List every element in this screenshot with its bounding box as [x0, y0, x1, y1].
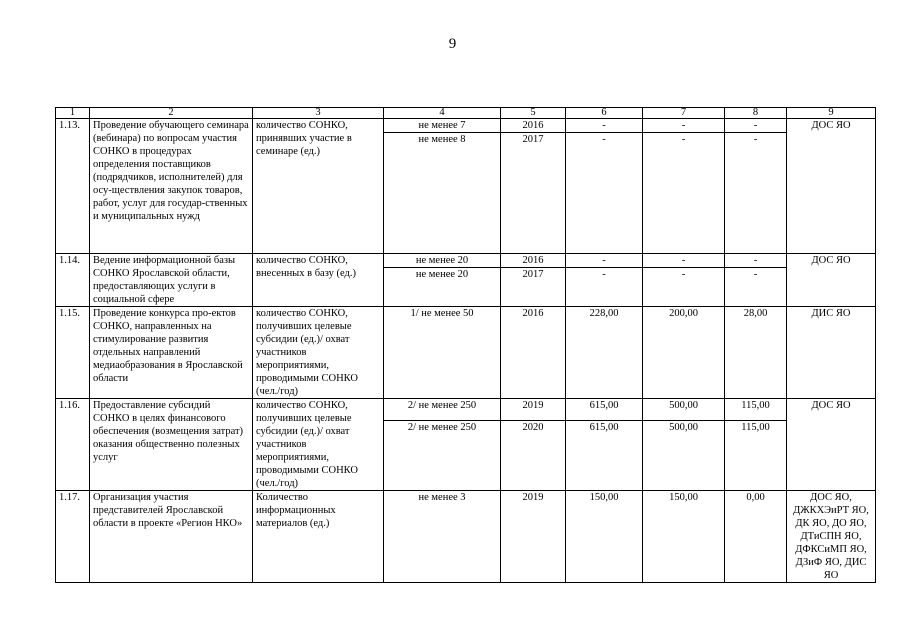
year-cell: 2016: [501, 254, 566, 268]
indicator-cell: количество СОНКО, внесенных в базу (ед.): [253, 254, 384, 307]
header-cell-6: 6: [566, 108, 643, 119]
col8-cell: 28,00: [725, 307, 787, 399]
col6-cell: 615,00: [566, 399, 643, 421]
year-cell: 2017: [501, 268, 566, 307]
col7-cell: -: [643, 119, 725, 133]
indicator-cell: количество СОНКО, получивших целевые субсидии (ед.)/ охват участников мероприятиями, проводимыми СОНКО (чел./год): [253, 307, 384, 399]
header-cell-9: 9: [787, 108, 876, 119]
executor-cell: ДОС ЯО, ДЖКХЭиРТ ЯО, ДК ЯО, ДО ЯО, ДТиСПН ЯО, ДФКСиМП ЯО, ДЗиФ ЯО, ДИС ЯО: [787, 491, 876, 583]
year-cell: 2016: [501, 119, 566, 133]
col8-cell: -: [725, 119, 787, 133]
col8-cell: -: [725, 254, 787, 268]
year-cell: 2019: [501, 399, 566, 421]
row-number: 1.16.: [56, 399, 90, 491]
indicator-cell: количество СОНКО, получивших целевые субсидии (ед.)/ охват участников мероприятиями, проводимыми СОНКО (чел./год): [253, 399, 384, 491]
value-cell: не менее 8: [384, 133, 501, 254]
col8-cell: 0,00: [725, 491, 787, 583]
year-cell: 2020: [501, 421, 566, 491]
table-row: [56, 254, 876, 268]
col7-cell: 500,00: [643, 399, 725, 421]
table-row: [56, 491, 876, 583]
col8-cell: 115,00: [725, 399, 787, 421]
activity-cell: Организация участия представителей Ярославской области в проекте «Регион НКО»: [90, 491, 253, 583]
header-cell-1: 1: [56, 108, 90, 119]
executor-cell: ДИС ЯО: [787, 307, 876, 399]
table-row: [56, 119, 876, 133]
table-row: [56, 307, 876, 399]
col8-cell: 115,00: [725, 421, 787, 491]
col7-cell: -: [643, 268, 725, 307]
indicator-cell: количество СОНКО, принявших участие в семинаре (ед.): [253, 119, 384, 254]
header-cell-2: 2: [90, 108, 253, 119]
row-number: 1.17.: [56, 491, 90, 583]
table-row: [56, 399, 876, 421]
year-cell: 2019: [501, 491, 566, 583]
year-cell: 2017: [501, 133, 566, 254]
activity-cell: Проведение обучающего семинара (вебинара) по вопросам участия СОНКО в процедурах определения поставщиков (подрядчиков, исполнителей) для осу-ществления закупок товаров, работ, услуг для государ-ственных и муниципальных нужд: [90, 119, 253, 254]
col6-cell: 150,00: [566, 491, 643, 583]
col7-cell: 200,00: [643, 307, 725, 399]
col7-cell: -: [643, 254, 725, 268]
page-number: 9: [448, 36, 457, 52]
col6-cell: 615,00: [566, 421, 643, 491]
plan-table: [55, 107, 876, 583]
row-number: 1.13.: [56, 119, 90, 254]
value-cell: не менее 20: [384, 268, 501, 307]
col7-cell: 500,00: [643, 421, 725, 491]
value-cell: 1/ не менее 50: [384, 307, 501, 399]
value-cell: 2/ не менее 250: [384, 421, 501, 491]
indicator-cell: Количество информационных материалов (ед.): [253, 491, 384, 583]
col7-cell: 150,00: [643, 491, 725, 583]
value-cell: не менее 7: [384, 119, 501, 133]
header-row: [56, 108, 876, 119]
activity-cell: Проведение конкурса про-ектов СОНКО, направленных на стимулирование развития отдельных направлений медиаобразования в Ярославской области: [90, 307, 253, 399]
row-number: 1.15.: [56, 307, 90, 399]
activity-cell: Предоставление субсидий СОНКО в целях финансового обеспечения (возмещения затрат) оказания общественно полезных услуг: [90, 399, 253, 491]
col6-cell: 228,00: [566, 307, 643, 399]
col8-cell: -: [725, 133, 787, 254]
value-cell: не менее 20: [384, 254, 501, 268]
year-cell: 2016: [501, 307, 566, 399]
col6-cell: -: [566, 133, 643, 254]
col6-cell: -: [566, 254, 643, 268]
activity-cell: Ведение информационной базы СОНКО Ярославской области, предоставляющих услуги в социальной сфере: [90, 254, 253, 307]
col8-cell: -: [725, 268, 787, 307]
col6-cell: -: [566, 268, 643, 307]
header-cell-3: 3: [253, 108, 384, 119]
row-number: 1.14.: [56, 254, 90, 307]
col7-cell: -: [643, 133, 725, 254]
header-cell-7: 7: [643, 108, 725, 119]
col6-cell: -: [566, 119, 643, 133]
header-cell-8: 8: [725, 108, 787, 119]
header-cell-5: 5: [501, 108, 566, 119]
value-cell: 2/ не менее 250: [384, 399, 501, 421]
header-cell-4: 4: [384, 108, 501, 119]
executor-cell: ДОС ЯО: [787, 399, 876, 491]
executor-cell: ДОС ЯО: [787, 119, 876, 254]
value-cell: не менее 3: [384, 491, 501, 583]
executor-cell: ДОС ЯО: [787, 254, 876, 307]
